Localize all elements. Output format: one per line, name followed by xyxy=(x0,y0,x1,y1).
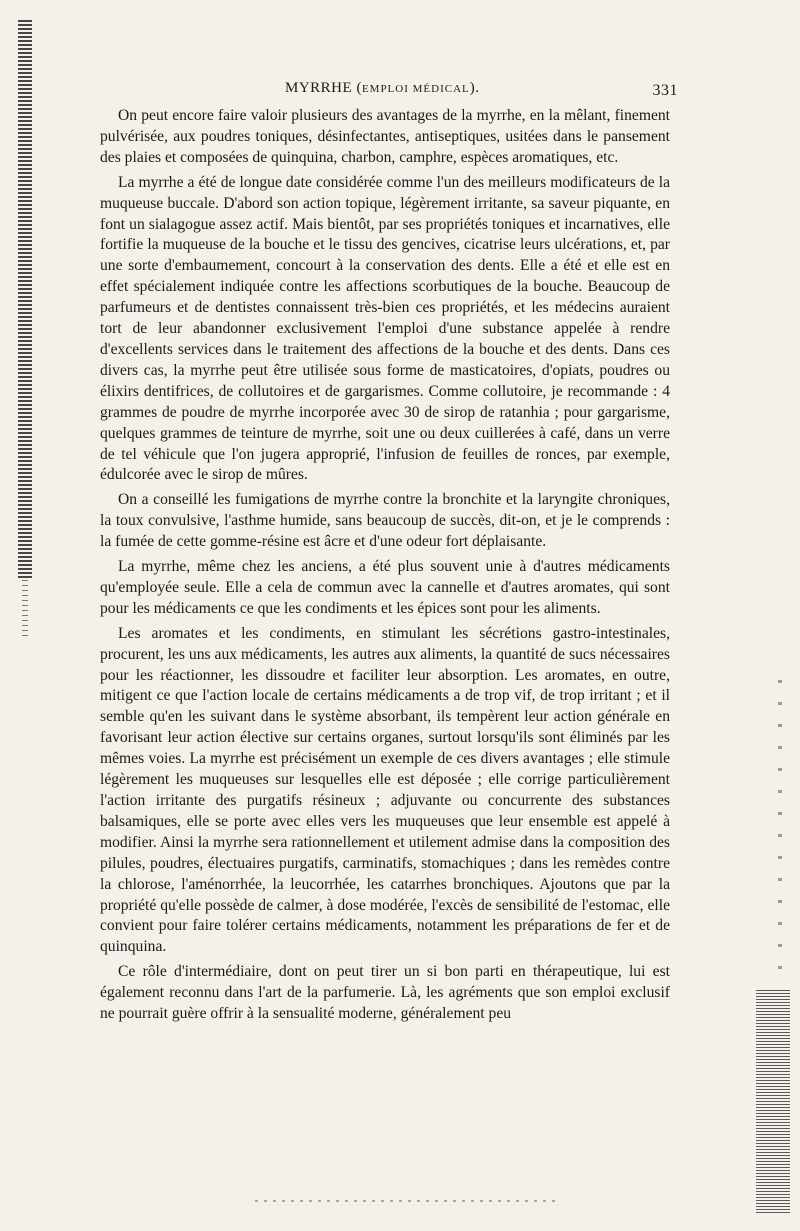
body-text xyxy=(100,106,670,1025)
paragraph: La myrrhe a été de longue date considérée comme l'un des meilleurs modificateurs de la muqueuse buccale. D'abord son action topique, légèrement irritante, sa saveur piquante, en font un sialagogue assez actif. Mais bientôt, par ses propriétés toniques et incarnatives, elle fortifie la muqueuse de la bouche et le tissu des gencives, cicatrise leurs ulcérations, et, par une sorte d'embaumement, concourt à la conservation des dents. Elle a été et elle est en effet spécialement indiquée contre les affections scorbutiques de la bouche. Beaucoup de parfumeurs et de dentistes connaissent très-bien ces propriétés, et les médecins auraient tort de leur abandonner exclusivement l'emploi d'une substance appelée à rendre d'excellents services dans le traitement des affections de la bouche et des dents. Dans ces divers cas, la myrrhe peut être utilisée sous forme de masticatoires, d'opiats, poudres ou élixirs dentifrices, de collutoires et de gargarismes. Comme collutoire, je recommande : 4 grammes de poudre de myrrhe incorporée avec 30 de sirop de ratanhia ; pour gargarisme, quelques grammes de teinture de myrrhe, soit une ou deux cuillerées à café, dans un verre de tel véhicule que l'on jugera approprié, l'infusion de feuilles de ronces, par exemple, édulcorée avec le sirop de mûres. xyxy=(100,173,670,484)
margin-ticks-right xyxy=(778,680,782,980)
paragraph: Les aromates et les condiments, en stimulant les sécrétions gastro-intestinales, procurent, les uns aux médicaments, les autres aux aliments, la quantité de sucs nécessaires pour les réactionner, les dissoudre et faciliter leur absorption. Les aromates, en outre, mitigent ce que l'action locale de certains médicaments a de trop vif, de trop irritant ; et il semble qu'en les suivant dans le système absorbant, ils tempèrent leur action générale en favorisant leur action élective sur certains organes, surtout lorsqu'ils sont éliminés par les mêmes voies. La myrrhe est précisément un exemple de ces divers avantages ; elle stimule légèrement les muqueuses sur lesquelles elle est déposée ; elle corrige particulièrement l'action irritante des purgatifs résineux ; adjuvante ou concurrente des substances balsamiques, elle se porte avec elles vers les muqueuses que leur ensemble est appelé à modifier. Ainsi la myrrhe sera rationnellement et utilement admise dans la composition des pilules, poudres, électuaires purgatifs, carminatifs, stomachiques ; dans les remèdes contre la chlorose, l'aménorrhée, la leucorrhée, les catarrhes bronchiques. Ajoutons que par la propriété qu'elle possède de calmer, à dose modérée, l'excès de sensibilité de l'estomac, elle convient pour faire tolérer certains médicaments, notamment les préparations de fer et de quinquina. xyxy=(100,624,670,956)
header-title-subject: EMPLOI MÉDICAL xyxy=(361,83,470,95)
header-paren-open: ( xyxy=(356,80,362,96)
binding-edge-left-lower xyxy=(22,580,28,640)
binding-edge-left xyxy=(18,20,32,580)
footer-rule xyxy=(255,1200,560,1202)
paragraph: Ce rôle d'intermédiaire, dont on peut tirer un si bon parti en thérapeutique, lui est également reconnu dans l'art de la parfumerie. Là, les agréments que son emploi exclusif ne pourrait guère offrir à la sensualité moderne, généralement peu xyxy=(100,963,670,1023)
running-header xyxy=(100,78,678,106)
paragraph: On peut encore faire valoir plusieurs des avantages de la myrrhe, en la mêlant, finement pulvérisée, aux poudres toniques, désinfectantes, antiseptiques, usitées dans le pansement des plaies et composées de quinquina, charbon, camphre, espèces aromatiques, etc. xyxy=(100,107,670,166)
paragraph: On a conseillé les fumigations de myrrhe contre la bronchite et la laryngite chroniques, la toux convulsive, l'asthme humide, sans beaucoup de succès, dit-on, et je le comprends : la fumée de cette gomme-résine est âcre et d'une odeur fort déplaisante. xyxy=(100,491,670,551)
header-title-main: MYRRHE xyxy=(285,80,353,96)
paragraph: La myrrhe, même chez les anciens, a été plus souvent unie à d'autres médicaments qu'employée seule. Elle a cela de commun avec la cannelle et d'autres aromates, qui sont pour les médicaments ce que les condiments et les épices sont pour les aliments. xyxy=(100,558,670,617)
header-title xyxy=(285,80,480,97)
header-paren-close: ). xyxy=(469,80,480,96)
page-number: 331 xyxy=(652,82,678,99)
page xyxy=(100,78,678,1025)
binding-edge-right xyxy=(756,990,790,1215)
